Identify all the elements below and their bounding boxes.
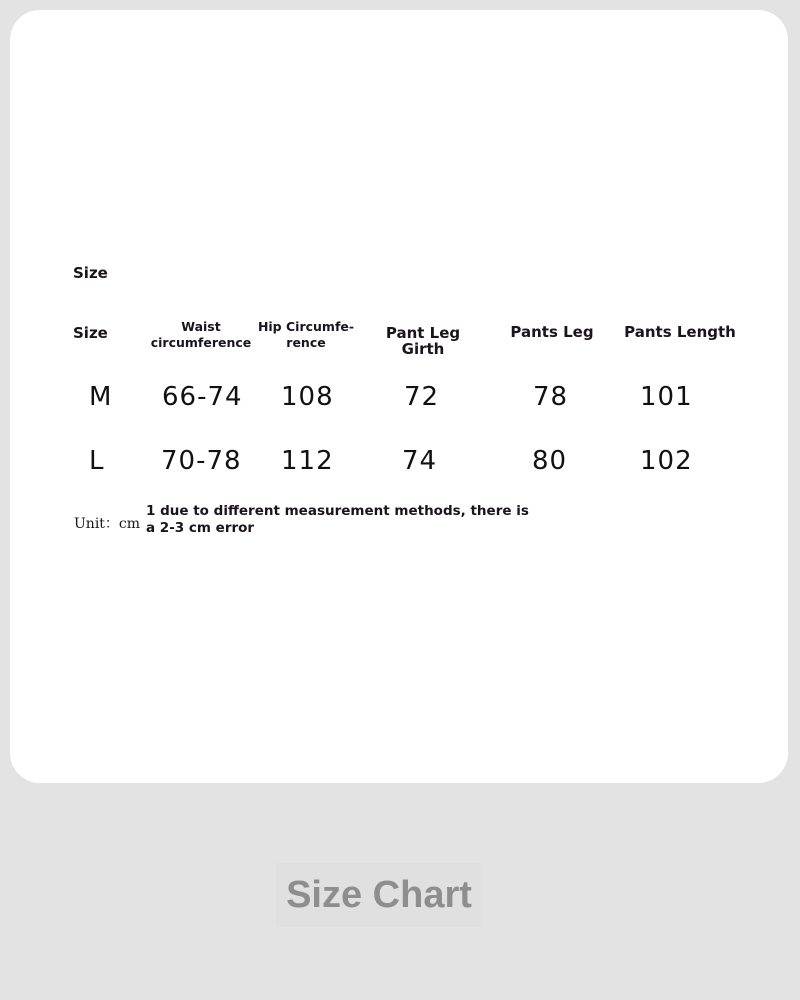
row-l-length: 102 xyxy=(640,446,693,476)
header-hip: Hip Circumfe- rence xyxy=(257,319,355,350)
header-waist: Waist circumference xyxy=(150,319,252,350)
row-l-girth: 74 xyxy=(402,446,438,476)
row-l-size: L xyxy=(89,446,105,476)
row-l-waist: 70-78 xyxy=(161,446,242,476)
row-m-girth: 72 xyxy=(404,382,440,412)
row-m-waist: 66-74 xyxy=(162,382,243,412)
row-l-leg: 80 xyxy=(532,446,568,476)
row-l-hip: 112 xyxy=(281,446,334,476)
measurement-note: 1 due to different measurement methods, there is a 2-3 cm error xyxy=(146,503,529,536)
size-heading: Size xyxy=(73,264,108,282)
size-chart-title: Size Chart xyxy=(276,863,482,927)
header-pants-leg: Pants Leg xyxy=(510,323,594,341)
header-size: Size xyxy=(73,324,108,342)
unit-label: Unit：cm xyxy=(74,516,141,532)
row-m-size: M xyxy=(89,382,113,412)
header-pant-leg-girth: Pant Leg Girth xyxy=(385,324,461,358)
row-m-length: 101 xyxy=(640,382,693,412)
row-m-hip: 108 xyxy=(281,382,334,412)
header-pants-length: Pants Length xyxy=(624,323,736,341)
row-m-leg: 78 xyxy=(533,382,569,412)
